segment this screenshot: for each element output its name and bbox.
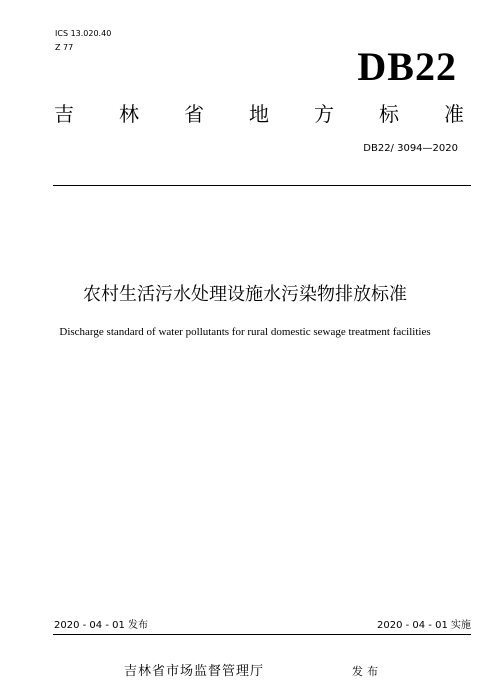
province-standard-heading <box>54 102 464 126</box>
standard-mark: DB22 <box>357 44 457 89</box>
heading-char: 吉 <box>54 102 74 126</box>
heading-char: 准 <box>444 102 464 126</box>
heading-char: 林 <box>119 102 139 126</box>
standard-code: DB22/ 3094—2020 <box>363 143 458 154</box>
implement-date: 2020 - 04 - 01 实施 <box>376 620 471 631</box>
publish-date: 2020 - 04 - 01 发布 <box>54 620 149 631</box>
heading-char: 标 <box>379 102 399 126</box>
ccs-code: Z 77 <box>55 43 74 52</box>
issuing-authority: 吉林省市场监督管理厅 <box>124 664 265 679</box>
issue-label: 发布 <box>352 665 382 678</box>
document-title-english: Discharge standard of water pollutants for rural domestic sewage treatment facilities <box>59 326 431 338</box>
heading-char: 地 <box>249 102 269 126</box>
heading-char: 省 <box>184 102 204 126</box>
header-divider <box>53 185 471 186</box>
ics-code: ICS 13.020.40 <box>55 29 112 38</box>
footer-divider <box>53 634 471 635</box>
document-title: 农村生活污水处理设施水污染物排放标准 <box>83 284 407 305</box>
heading-char: 方 <box>314 102 334 126</box>
